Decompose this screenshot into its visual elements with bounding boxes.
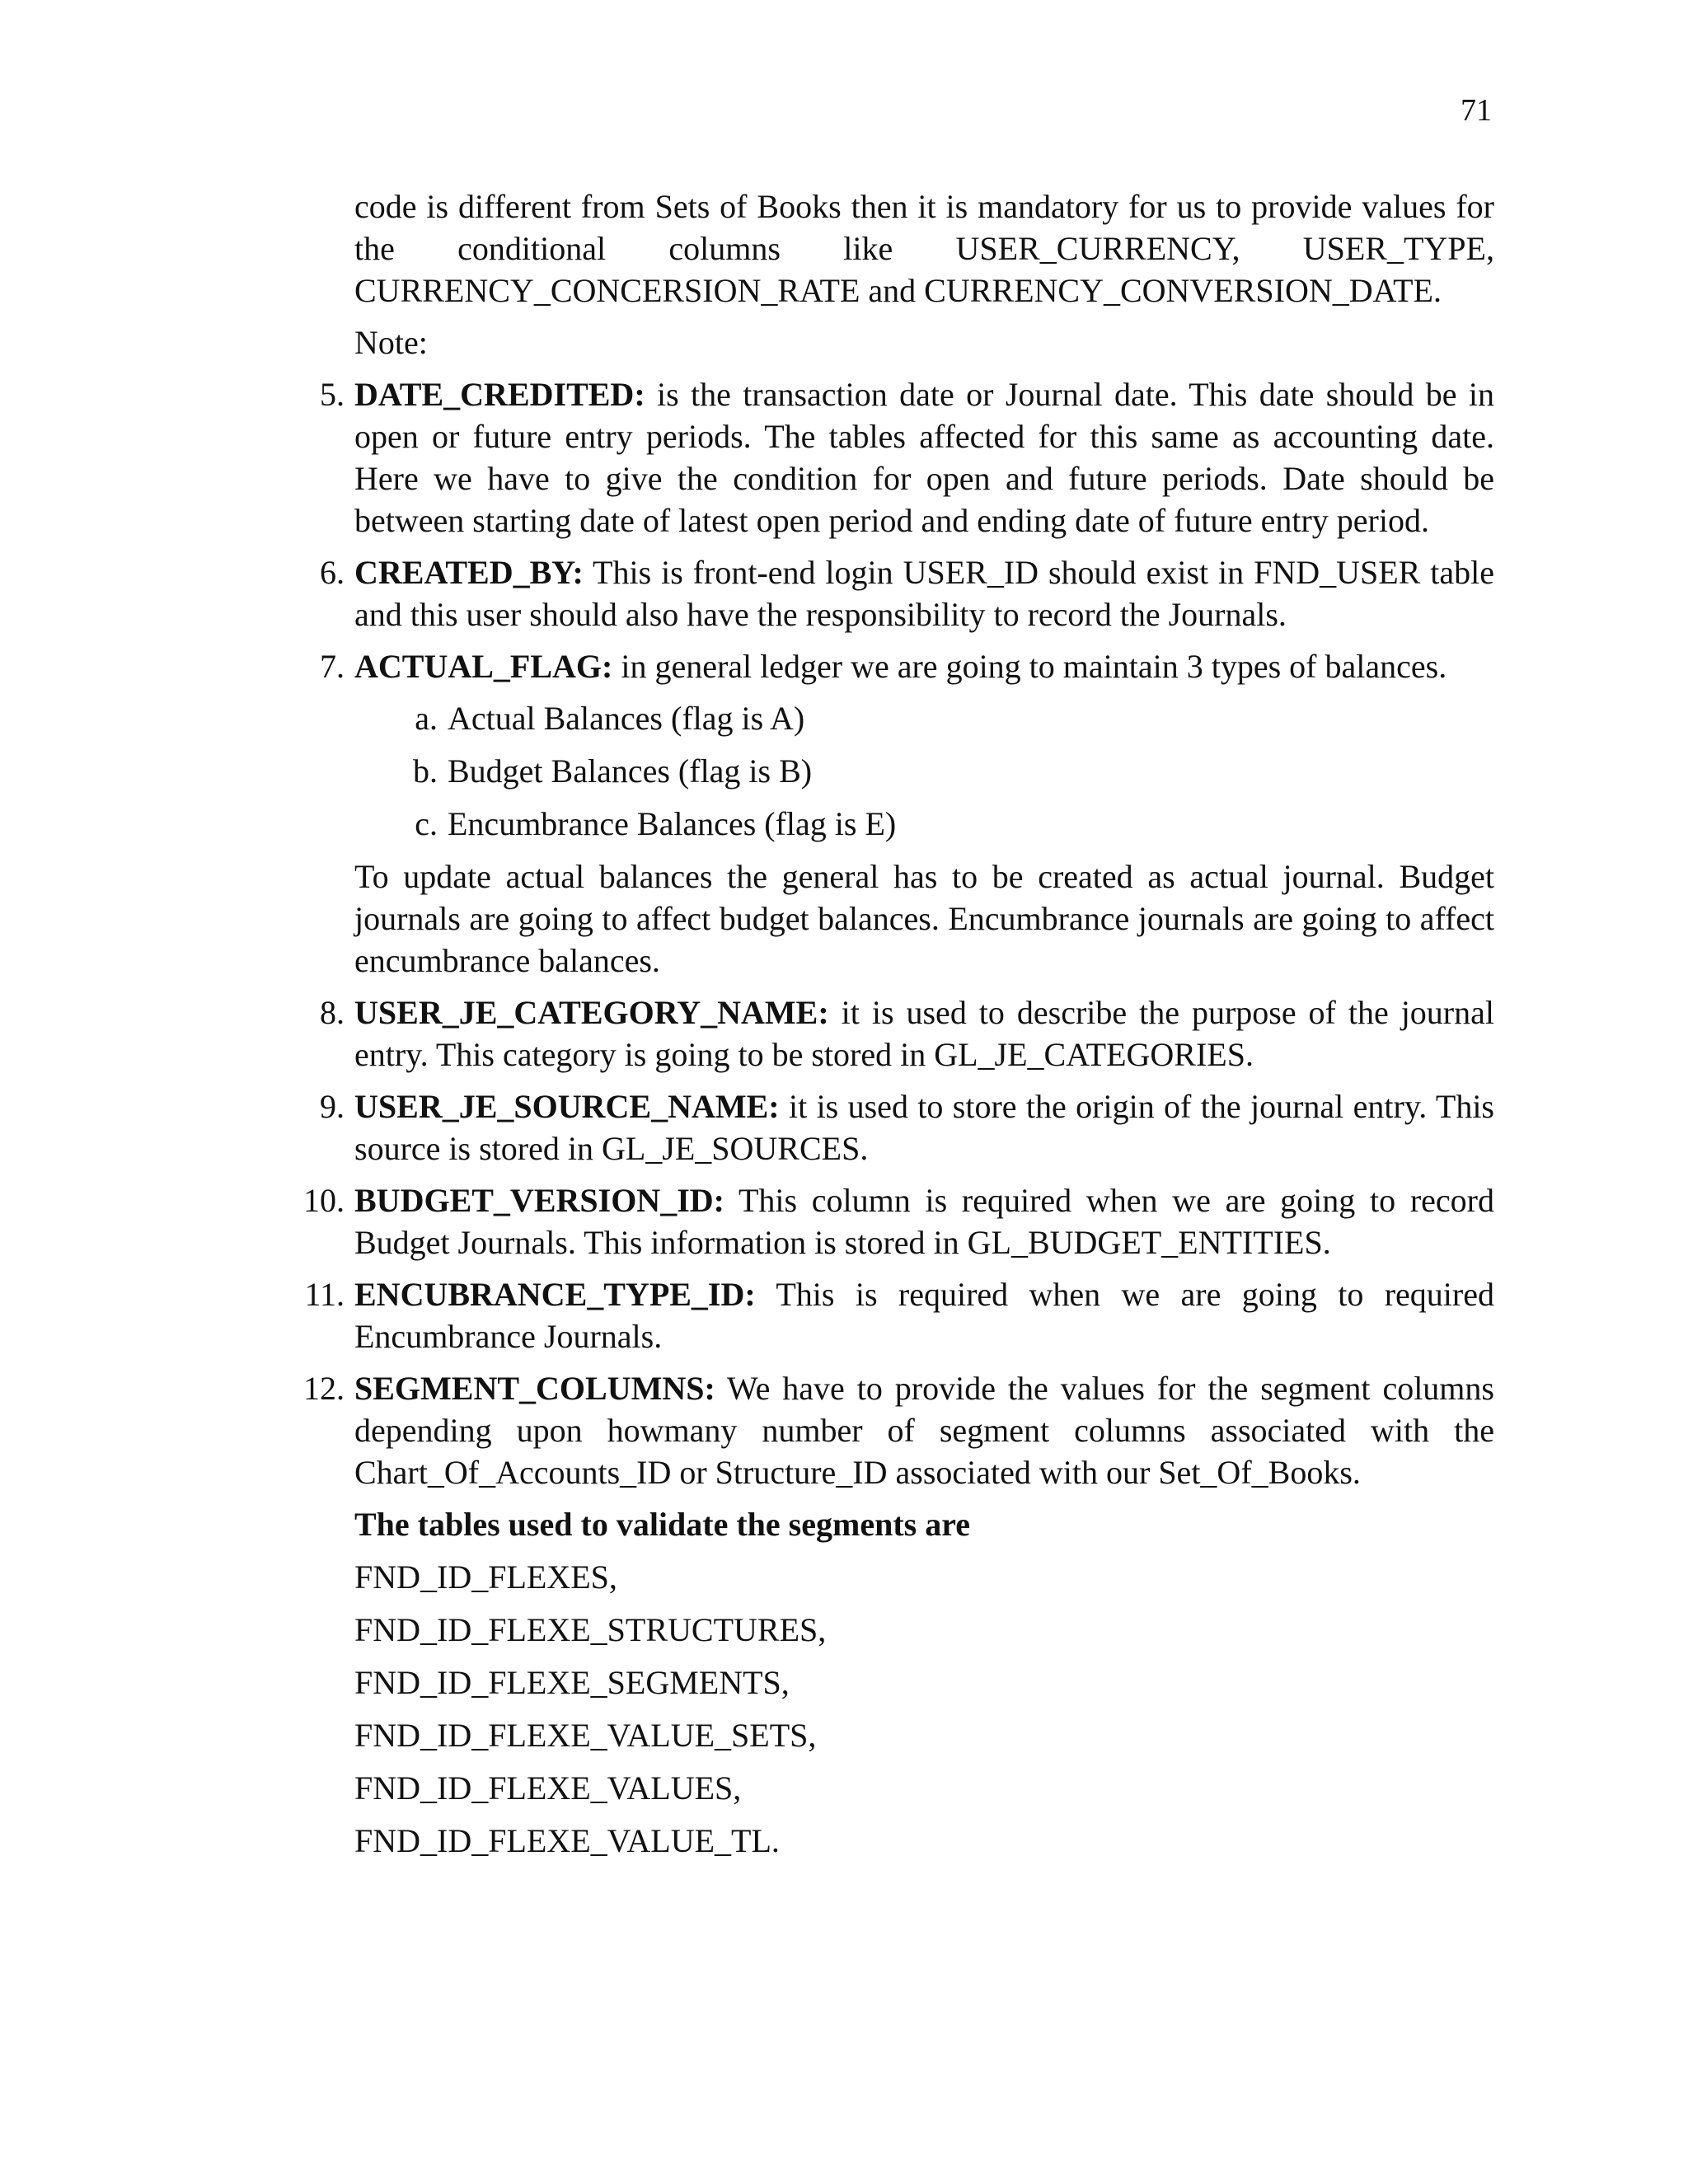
sub-letter: a. bbox=[415, 700, 438, 737]
term-description: it is used to store the origin of the journal entry. This source is stored in GL_JE_SOURCES. bbox=[354, 1088, 1494, 1167]
balances-paragraph: To update actual balances the general has to be created as actual journal. Budget journals are going to affect budget balances. Encumbrance journals are going to affect encumbrance balances. bbox=[354, 858, 1494, 979]
term-description: in general ledger we are going to maintain 3 types of balances. bbox=[612, 648, 1447, 685]
sub-item-budget-balances bbox=[413, 750, 1494, 792]
term-description: This is front-end login USER_ID should exist in FND_USER table and this user should also have the responsibility to record the Journals. bbox=[354, 554, 1494, 633]
list-item-user-je-category-name bbox=[320, 991, 1494, 1076]
list-number: 9. bbox=[320, 1088, 345, 1125]
tables-heading: The tables used to validate the segments are bbox=[354, 1506, 970, 1543]
intro-paragraph: code is different from Sets of Books then it is mandatory for us to provide values for the conditional columns like USER_CURRENCY, USER_TYPE, CURRENCY_CONCERSION_RATE and CURRENCY_CONVERSION_DATE. bbox=[354, 188, 1494, 309]
sub-item-encumbrance-balances bbox=[415, 803, 1494, 845]
term-label: USER_JE_CATEGORY_NAME: bbox=[354, 994, 829, 1031]
sub-text: Encumbrance Balances (flag is E) bbox=[448, 805, 897, 842]
table-name: FND_ID_FLEXE_STRUCTURES, bbox=[354, 1611, 827, 1648]
list-item-segment-columns bbox=[303, 1367, 1494, 1493]
table-name: FND_ID_FLEXES, bbox=[354, 1558, 617, 1596]
table-name: FND_ID_FLEXE_VALUE_SETS, bbox=[354, 1717, 817, 1754]
table-name: FND_ID_FLEXE_SEGMENTS, bbox=[354, 1664, 790, 1701]
term-label: USER_JE_SOURCE_NAME: bbox=[354, 1088, 780, 1125]
term-description: This column is required when we are going to record Budget Journals. This information is stored in GL_BUDGET_ENTITIES. bbox=[354, 1182, 1494, 1261]
sub-letter: c. bbox=[415, 805, 438, 842]
note-label: Note: bbox=[354, 324, 428, 361]
page-number: 71 bbox=[1461, 93, 1492, 128]
table-name: FND_ID_FLEXE_VALUES, bbox=[354, 1769, 742, 1807]
list-item-encubrance-type-id bbox=[304, 1273, 1494, 1357]
term-label: CREATED_BY: bbox=[354, 554, 584, 591]
term-label: SEGMENT_COLUMNS: bbox=[354, 1370, 715, 1407]
list-number: 5. bbox=[320, 376, 345, 413]
list-item-created-by bbox=[320, 551, 1494, 635]
sub-letter: b. bbox=[413, 752, 438, 790]
term-label: ACTUAL_FLAG: bbox=[354, 648, 613, 685]
list-item-budget-version-id bbox=[303, 1179, 1494, 1263]
sub-text: Budget Balances (flag is B) bbox=[448, 752, 813, 790]
list-item-actual-flag bbox=[320, 645, 1494, 687]
list-number: 6. bbox=[320, 554, 345, 591]
list-number: 7. bbox=[320, 648, 345, 685]
term-description: it is used to describe the purpose of the journal entry. This category is going to be stored in GL_JE_CATEGORIES. bbox=[354, 994, 1494, 1073]
list-number: 11. bbox=[304, 1276, 345, 1313]
term-description: This is required when we are going to required Encumbrance Journals. bbox=[354, 1276, 1494, 1355]
term-description: We have to provide the values for the segment columns depending upon howmany number of segment columns associated with the Chart_Of_Accounts_ID or Structure_ID associated with our Set_Of_Books. bbox=[354, 1370, 1494, 1491]
table-name: FND_ID_FLEXE_VALUE_TL. bbox=[354, 1822, 780, 1859]
list-number: 10. bbox=[303, 1182, 345, 1219]
list-item-user-je-source-name bbox=[320, 1085, 1494, 1169]
list-number: 12. bbox=[303, 1370, 345, 1407]
term-label: DATE_CREDITED: bbox=[354, 376, 645, 413]
list-number: 8. bbox=[320, 994, 345, 1031]
page-body bbox=[303, 185, 1494, 1872]
list-item-date-credited bbox=[320, 373, 1494, 541]
term-label: ENCUBRANCE_TYPE_ID: bbox=[354, 1276, 756, 1313]
term-label: BUDGET_VERSION_ID: bbox=[354, 1182, 724, 1219]
sub-text: Actual Balances (flag is A) bbox=[448, 700, 805, 737]
term-description: is the transaction date or Journal date. This date should be in open or future entry periods. The tables affected for this same as accounting date. Here we have to give the condition for open and future periods. Date should be between starting date of latest open period and ending date of future entry period. bbox=[354, 376, 1494, 539]
sub-item-actual-balances bbox=[415, 697, 1494, 739]
